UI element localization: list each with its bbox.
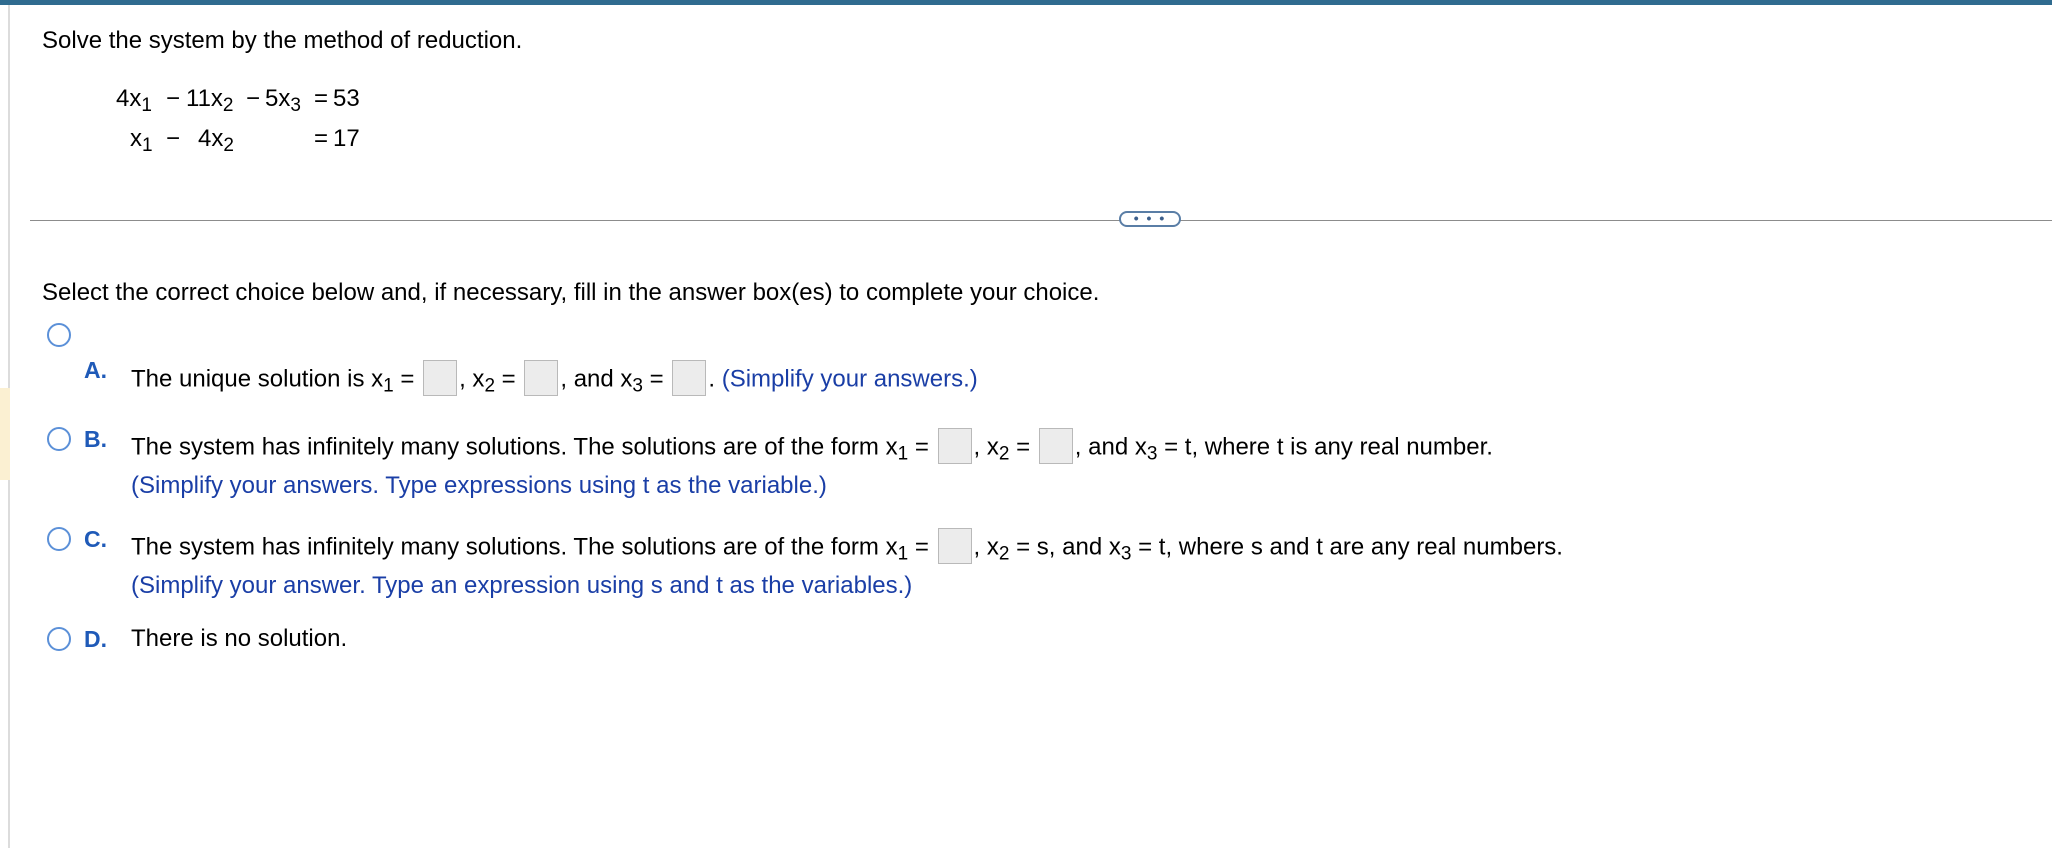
choice-c-hint: (Simplify your answer. Type an expression using s and t as the variables.) bbox=[131, 572, 913, 599]
choice-b-text: The system has infinitely many solutions. The solutions are of the form $x_1$ = , $x_2$ = , and $x_3 = t$, where t is any real number. bbox=[131, 430, 1493, 466]
eq2-operator-1: − bbox=[166, 125, 181, 152]
eq2-term-x1: $x_1$ bbox=[130, 125, 153, 156]
choice-b-x2-answer-box[interactable] bbox=[1039, 428, 1073, 464]
choice-c-radio[interactable] bbox=[47, 527, 71, 551]
choice-d-text: There is no solution. bbox=[131, 625, 348, 652]
choice-a-x3-answer-box[interactable] bbox=[672, 360, 706, 396]
eq2-term-x2: $4x_2$ bbox=[198, 125, 234, 156]
eq1-term-x2: $11x_2$ bbox=[186, 85, 234, 116]
left-highlight-marker bbox=[0, 388, 10, 480]
ellipsis-icon: • • • bbox=[1133, 210, 1167, 226]
eq2-equals: = bbox=[314, 125, 329, 152]
choice-a-x2-answer-box[interactable] bbox=[524, 360, 558, 396]
top-accent-bar bbox=[0, 0, 2052, 5]
eq1-rhs: 53 bbox=[333, 85, 360, 112]
choice-a-x1-answer-box[interactable] bbox=[423, 360, 457, 396]
more-options-button[interactable] bbox=[1119, 211, 1181, 227]
eq1-term-x3: $5x_3$ bbox=[265, 85, 301, 116]
eq2-rhs: 17 bbox=[333, 125, 360, 152]
choice-a-hint: (Simplify your answers.) bbox=[721, 365, 978, 393]
choice-c-x1-answer-box[interactable] bbox=[938, 528, 972, 564]
choice-b-x1-answer-box[interactable] bbox=[938, 428, 972, 464]
eq1-term-x1: $4x_1$ bbox=[116, 85, 152, 116]
question-instruction: Solve the system by the method of reduction. bbox=[42, 27, 523, 54]
eq1-operator-2: − bbox=[246, 85, 261, 112]
choice-c-text: The system has infinitely many solutions. The solutions are of the form $x_1$ = , $x_2 = s$, and $x_3 = t$, where s and t are any real numbers. bbox=[131, 530, 1563, 566]
choice-a-letter: A. bbox=[84, 357, 107, 383]
choice-prompt: Select the correct choice below and, if necessary, fill in the answer box(es) to complete your choice. bbox=[42, 279, 1100, 306]
eq1-equals: = bbox=[314, 85, 329, 112]
choice-b-radio[interactable] bbox=[47, 427, 71, 451]
choice-b-hint: (Simplify your answers. Type expressions using t as the variable.) bbox=[131, 472, 827, 499]
choice-d-radio[interactable] bbox=[47, 627, 71, 651]
choice-d-letter: D. bbox=[84, 626, 107, 652]
choice-c-letter: C. bbox=[84, 526, 107, 552]
choice-a-radio[interactable] bbox=[47, 323, 71, 347]
section-divider bbox=[30, 220, 2052, 221]
eq1-operator-1: − bbox=[166, 85, 181, 112]
choice-b-letter: B. bbox=[84, 426, 107, 452]
choice-a-text: The unique solution is $x_1$ = , $x_2$ = , and $x_3$ = . (Simplify your answers.) bbox=[131, 362, 978, 398]
